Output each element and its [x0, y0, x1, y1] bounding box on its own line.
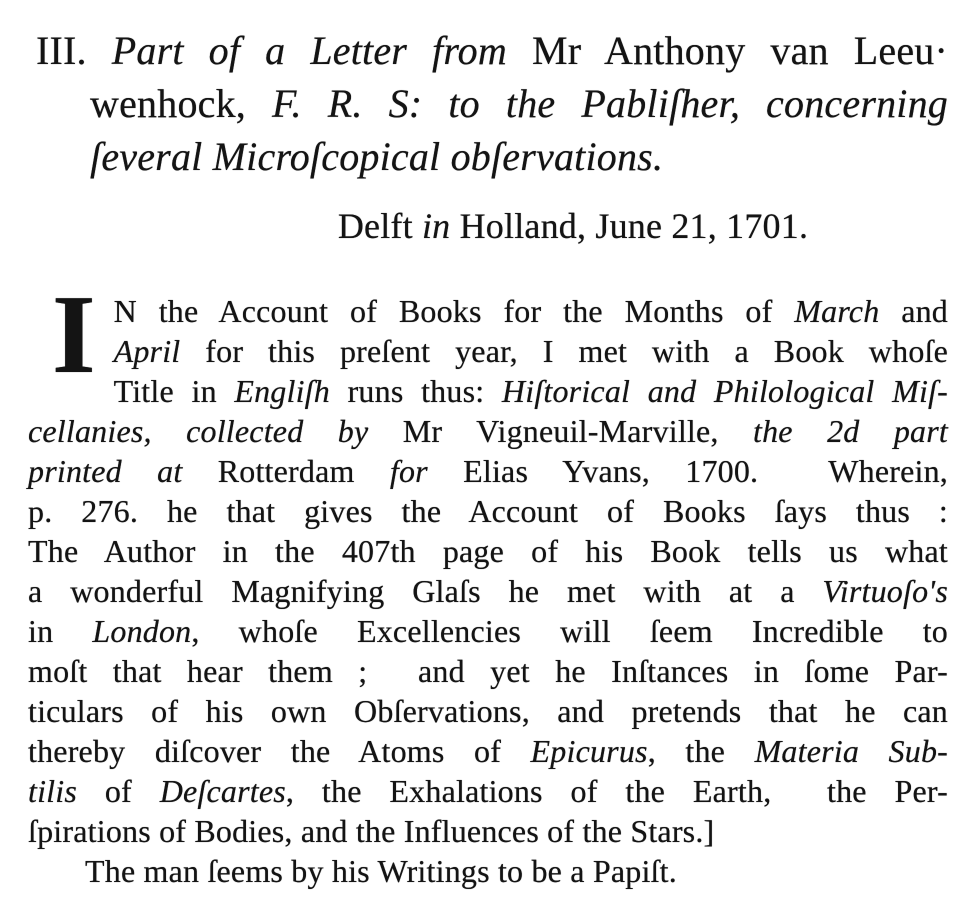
italic-text-segment: for — [389, 453, 464, 489]
text-segment: , the — [647, 733, 755, 769]
text-line — [28, 371, 948, 411]
text-line — [28, 611, 948, 651]
text-line — [28, 77, 948, 130]
text-line — [28, 331, 948, 371]
text-segment: Mr Anthony van Leeu· — [531, 28, 948, 73]
text-line — [28, 130, 948, 183]
text-line — [28, 24, 948, 77]
text-line — [28, 731, 948, 771]
text-segment: Elias Yvans, 1700. Wherein, — [463, 453, 948, 489]
text-segment: of — [104, 773, 160, 809]
text-segment: Mr Vigneuil-Marville, — [402, 413, 753, 449]
text-line — [28, 691, 948, 731]
text-segment: and — [901, 293, 948, 329]
text-line — [28, 411, 948, 451]
closing-paragraph — [28, 851, 948, 891]
text-line — [28, 451, 948, 491]
text-line — [28, 291, 948, 331]
text-line — [28, 651, 948, 691]
text-line — [28, 531, 948, 571]
italic-text-segment: tilis — [28, 773, 105, 809]
text-segment: moſt that hear them ; and yet he Inſtances in ſome Par- — [28, 653, 948, 689]
article-heading — [28, 24, 948, 183]
text-segment: wenhock, — [90, 81, 273, 126]
text-line — [28, 771, 948, 811]
text-segment: ſpirations of Bodies, and the Influences of the Stars.] — [28, 813, 715, 849]
text-segment: Rotterdam — [217, 453, 390, 489]
italic-text-segment: April — [113, 333, 206, 369]
italic-text-segment: cellanies, collected by — [28, 413, 403, 449]
italic-text-segment: London — [92, 613, 192, 649]
text-segment: , the Exhalations of the Earth, the Per- — [285, 773, 948, 809]
text-segment: Holland, June 21, 1701. — [459, 206, 809, 246]
dateline — [28, 203, 948, 249]
text-segment: in — [28, 613, 93, 649]
text-segment: III. — [36, 28, 112, 73]
text-segment: , whoſe Excellencies will ſeem Incredible to — [191, 613, 948, 649]
text-line — [28, 491, 948, 531]
text-segment: a wonderful Magnifying Glaſs he met with at a — [28, 573, 823, 609]
italic-text-segment: Engliſh — [234, 373, 348, 409]
italic-text-segment: in — [421, 206, 460, 246]
italic-text-segment: printed at — [28, 453, 218, 489]
text-segment: p. 276. he that gives the Account of Books ſays thus : — [28, 493, 948, 529]
text-segment: ticulars of his own Obſervations, and pretends that he can — [28, 693, 948, 729]
text-segment: for this preſent year, I met with a Book whoſe — [205, 333, 949, 369]
body-paragraph — [28, 273, 949, 851]
text-line — [28, 571, 948, 611]
italic-text-segment: March — [794, 293, 902, 329]
text-segment: thereby diſcover the Atoms of — [28, 733, 531, 769]
italic-text-segment: ſeveral Microſcopical obſervations. — [90, 134, 664, 179]
italic-text-segment: F. R. S: to the Pabliſher, concerning — [272, 81, 948, 126]
italic-text-segment: the 2d part — [753, 413, 949, 449]
italic-text-segment: Part of a Letter from — [111, 28, 532, 73]
italic-text-segment: Materia Sub- — [754, 733, 949, 769]
italic-text-segment: Hiſtorical and Philological Miſ- — [501, 373, 948, 409]
text-line — [28, 203, 948, 249]
drop-cap-initial: I — [52, 273, 96, 397]
italic-text-segment: Virtuoſo's — [822, 573, 948, 609]
text-segment: runs thus: — [347, 373, 502, 409]
italic-text-segment: Epicurus — [530, 733, 648, 769]
text-segment: The man ſeems by his Writings to be a Papiſt. — [85, 853, 677, 889]
text-segment: The Author in the 407th page of his Book tells us what — [28, 533, 948, 569]
text-line — [28, 851, 948, 891]
text-segment: Title in — [113, 373, 235, 409]
text-line — [28, 811, 948, 851]
text-segment: Delft — [337, 206, 422, 246]
italic-text-segment: Deſcartes — [159, 773, 286, 809]
text-segment: N the Account of Books for the Months of — [113, 293, 795, 329]
